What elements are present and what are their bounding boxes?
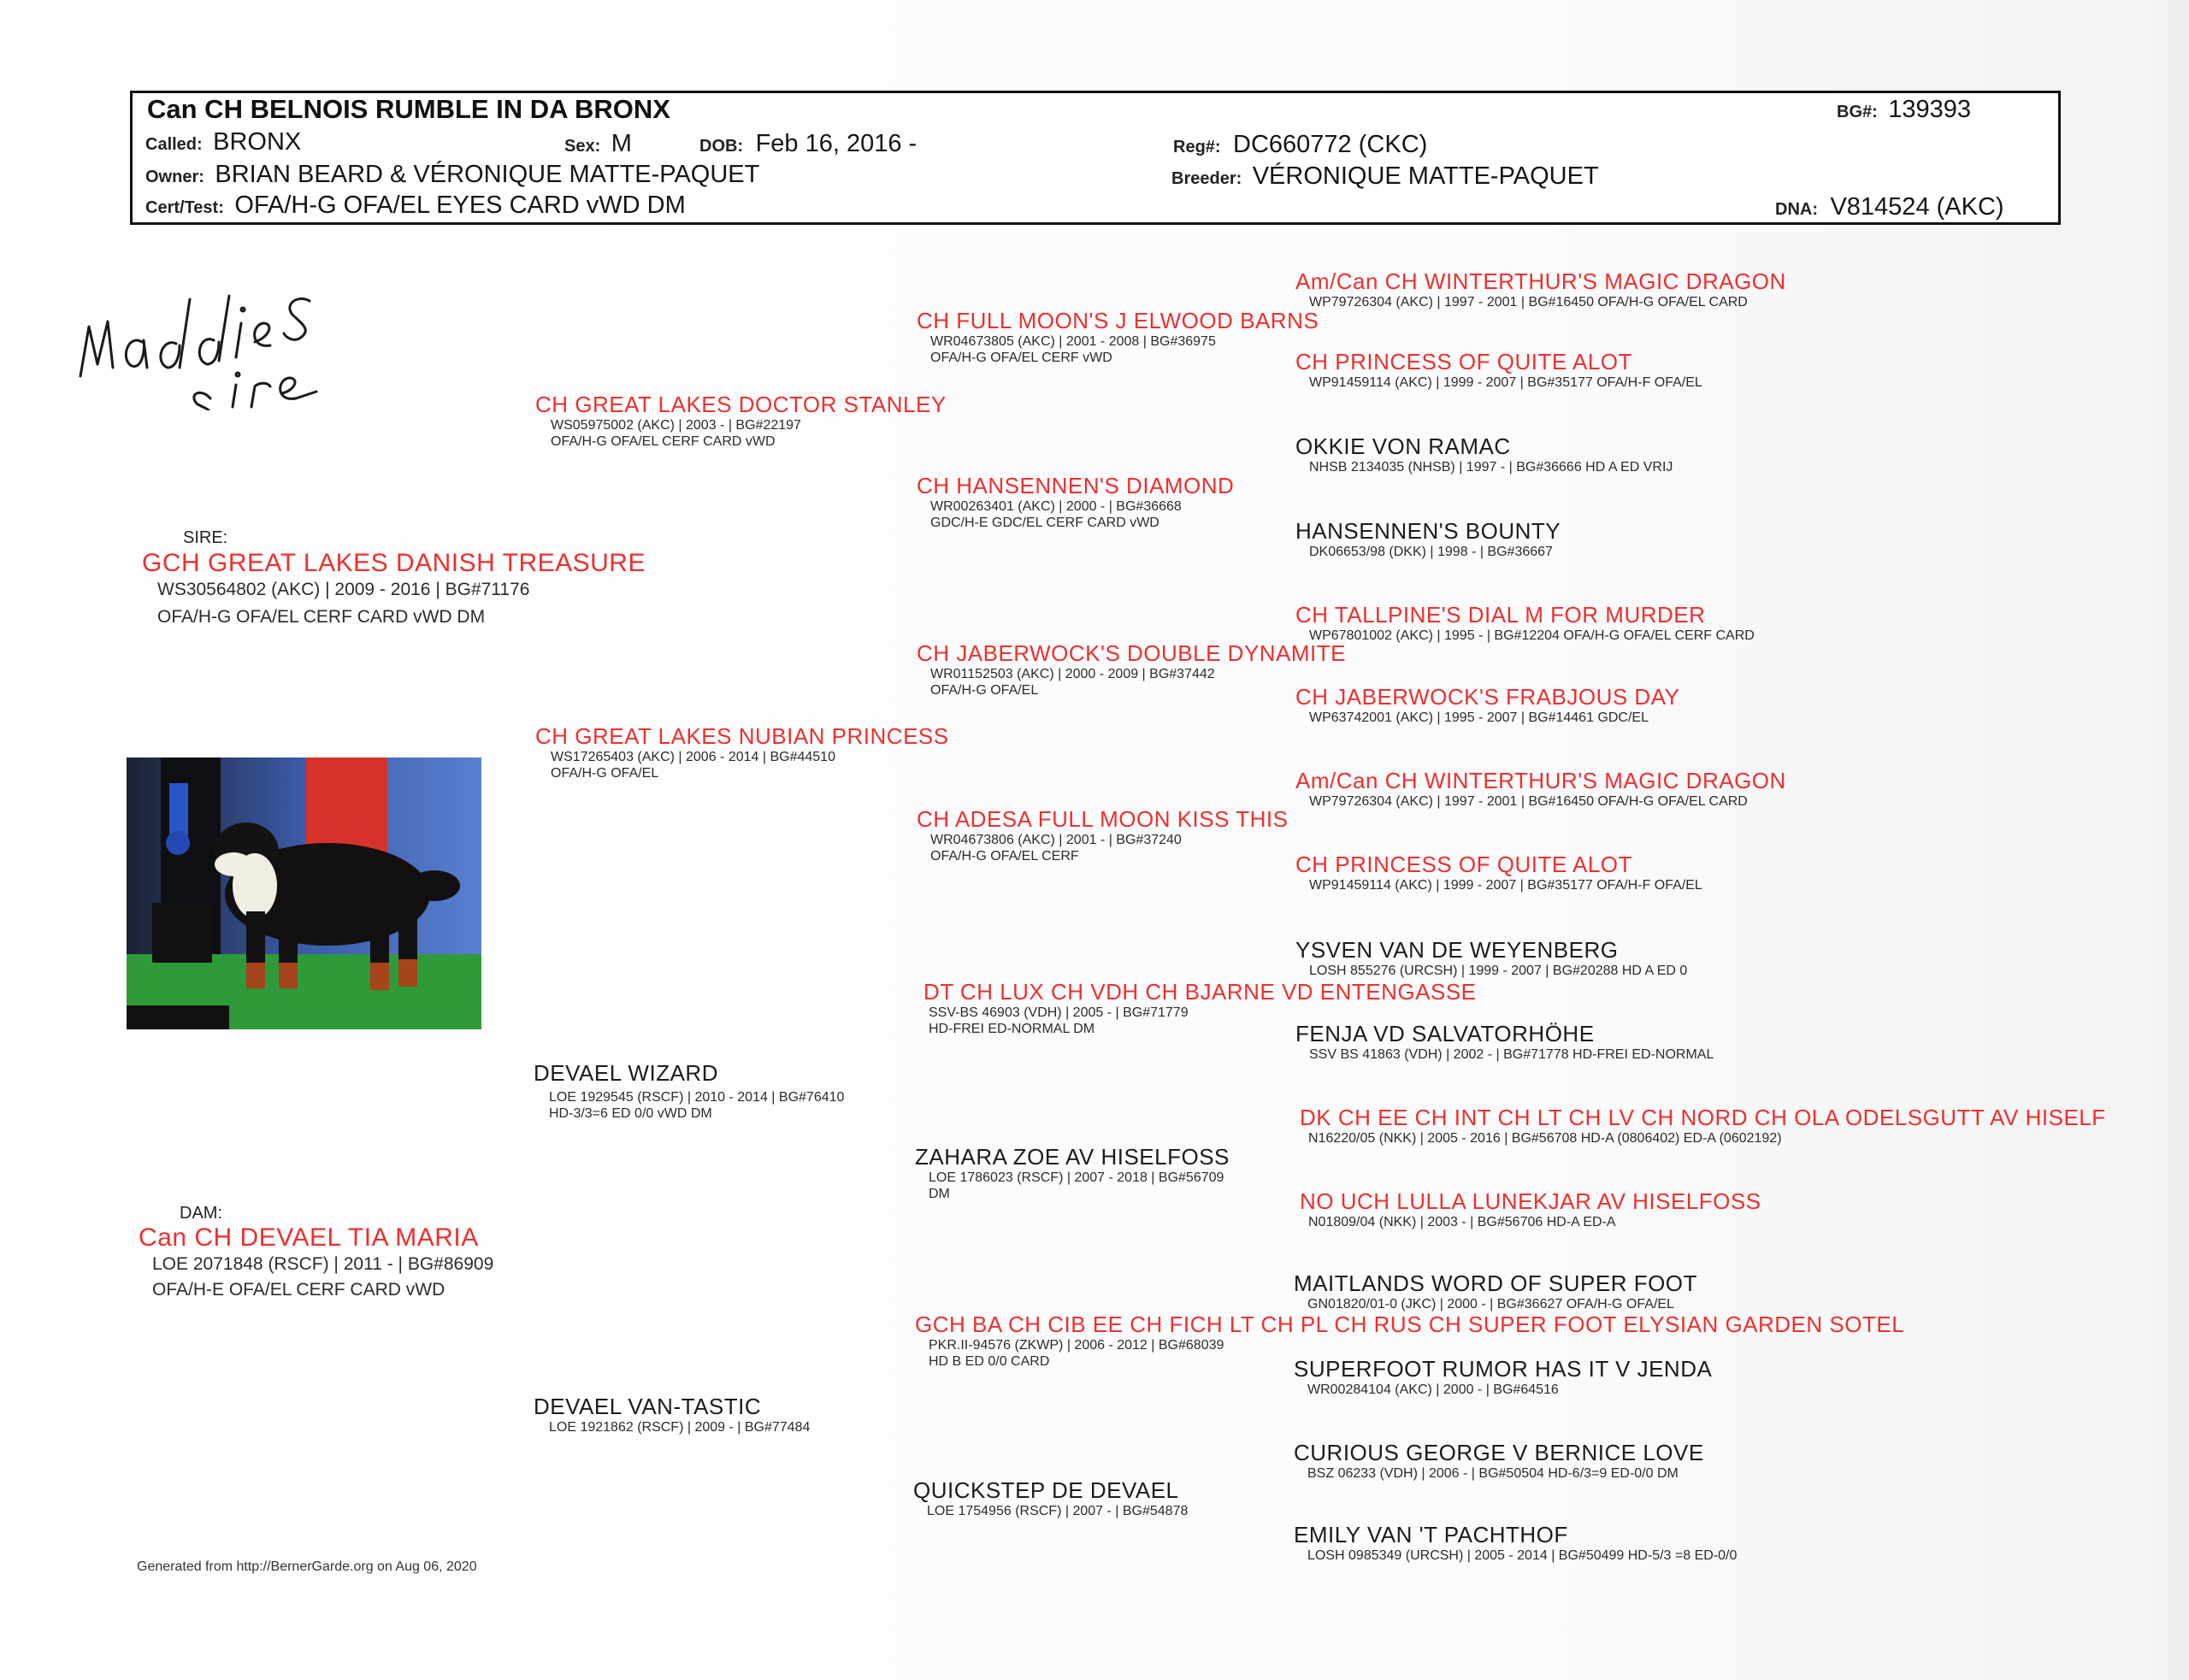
dam-role-label: DAM: — [180, 1204, 222, 1223]
great-grandparent-name: CH HANSENNEN'S DIAMOND — [917, 473, 1235, 498]
great-grandparent-name: CH JABERWOCK'S DOUBLE DYNAMITE — [917, 640, 1347, 666]
ancestor-name: CH TALLPINE'S DIAL M FOR MURDER — [1295, 602, 1706, 628]
great-grandparent-registration: WR01152503 (AKC) | 2000 - 2009 | BG#37442 — [930, 667, 1215, 681]
grandparent-health: OFA/H-G OFA/EL — [551, 766, 659, 781]
grandparent-name: CH GREAT LAKES NUBIAN PRINCESS — [535, 723, 949, 749]
handwritten-note-maddies-sire — [68, 248, 351, 410]
great-grandparent-entry — [913, 1477, 1188, 1519]
ancestor-detail: NHSB 2134035 (NHSB) | 1997 - | BG#36666 HD A ED VRIJ — [1309, 460, 1673, 475]
dob-value: Feb 16, 2016 - — [755, 130, 917, 157]
grandparent-entry — [534, 1394, 810, 1435]
ancestor-entry — [1295, 1021, 1714, 1063]
ancestor-detail: N16220/05 (NKK) | 2005 - 2016 | BG#56708 HD-A (0806402) ED-A (0602192) — [1308, 1131, 1782, 1146]
bg-value: 139393 — [1888, 96, 1972, 123]
sex-label: Sex: — [564, 137, 601, 156]
sire-name: GCH GREAT LAKES DANISH TREASURE — [142, 549, 646, 577]
cert-value: OFA/H-G OFA/EL EYES CARD vWD DM — [234, 192, 686, 219]
ancestor-detail: WP79726304 (AKC) | 1997 - 2001 | BG#16450 OFA/H-G OFA/EL CARD — [1309, 295, 1748, 309]
cert-label: Cert/Test: — [145, 198, 224, 217]
ancestor-name: CURIOUS GEORGE V BERNICE LOVE — [1294, 1440, 1704, 1465]
ancestor-entry — [1295, 349, 1702, 391]
dam-detail-health: OFA/H-E OFA/EL CERF CARD vWD — [152, 1280, 445, 1300]
called-field — [145, 128, 301, 156]
reg-value: DC660772 (CKC) — [1233, 131, 1428, 158]
ancestor-name: HANSENNEN'S BOUNTY — [1295, 518, 1561, 544]
ancestor-detail: WR00284104 (AKC) | 2000 - | BG#64516 — [1307, 1382, 1559, 1397]
great-grandparent-name: DT CH LUX CH VDH CH BJARNE VD ENTENGASSE — [923, 979, 1477, 1005]
great-grandparent-health: OFA/H-G OFA/EL — [930, 683, 1039, 698]
grandparent-entry — [535, 392, 947, 450]
grandparent-name: DEVAEL WIZARD — [534, 1060, 718, 1086]
ancestor-entry — [1295, 268, 1786, 310]
dna-value: V814524 (AKC) — [1830, 193, 2004, 221]
grandparent-registration: LOE 1921862 (RSCF) | 2009 - | BG#77484 — [549, 1420, 811, 1435]
breeder-label: Breeder: — [1171, 169, 1242, 188]
great-grandparent-health: OFA/H-G OFA/EL CERF — [930, 849, 1079, 864]
ancestor-name: NO UCH LULLA LUNEKJAR AV HISELFOSS — [1300, 1188, 1761, 1214]
dob-field — [699, 130, 917, 158]
grandparent-name: CH GREAT LAKES DOCTOR STANLEY — [535, 392, 947, 417]
reg-label: Reg#: — [1173, 138, 1221, 156]
breeder-value: VÉRONIQUE MATTE-PAQUET — [1252, 162, 1599, 190]
ancestor-name: SUPERFOOT RUMOR HAS IT V JENDA — [1294, 1356, 1713, 1382]
ancestor-entry — [1295, 937, 1687, 979]
sex-value: M — [611, 130, 632, 157]
grandparent-health: HD-3/3=6 ED 0/0 vWD DM — [549, 1106, 712, 1121]
owner-value: BRIAN BEARD & VÉRONIQUE MATTE-PAQUET — [215, 161, 760, 188]
great-grandparent-health: OFA/H-G OFA/EL CERF vWD — [930, 351, 1112, 365]
dna-field — [1775, 193, 2004, 221]
sire-detail-health: OFA/H-G OFA/EL CERF CARD vWD DM — [157, 607, 486, 627]
great-grandparent-name: ZAHARA ZOE AV HISELFOSS — [915, 1144, 1230, 1170]
ancestor-detail: WP67801002 (AKC) | 1995 - | BG#12204 OFA/H-G OFA/EL CERF CARD — [1309, 628, 1755, 643]
sire-detail-registration: WS30564802 (AKC) | 2009 - 2016 | BG#71176 — [157, 580, 530, 599]
owner-field — [145, 161, 759, 189]
great-grandparent-name: QUICKSTEP DE DEVAEL — [913, 1477, 1179, 1503]
cert-field — [145, 192, 686, 220]
great-grandparent-name: CH ADESA FULL MOON KISS THIS — [917, 806, 1289, 832]
breeder-field — [1171, 162, 1599, 191]
ancestor-entry — [1295, 433, 1673, 475]
great-grandparent-name: CH FULL MOON'S J ELWOOD BARNS — [917, 308, 1319, 333]
called-label: Called: — [145, 135, 203, 154]
sire-entry — [142, 548, 646, 628]
dam-entry — [139, 1223, 493, 1301]
called-value: BRONX — [213, 128, 302, 156]
dob-label: DOB: — [699, 137, 744, 156]
great-grandparent-health: DM — [929, 1187, 950, 1201]
ancestor-detail: LOSH 0985349 (URCSH) | 2005 - 2014 | BG#50499 HD-5/3 =8 ED-0/0 — [1307, 1548, 1738, 1563]
dog-photo — [127, 757, 481, 1029]
ancestor-name: Am/Can CH WINTERTHUR'S MAGIC DRAGON — [1295, 768, 1786, 793]
ancestor-name: FENJA VD SALVATORHÖHE — [1295, 1021, 1595, 1046]
great-grandparent-registration: WR00263401 (AKC) | 2000 - | BG#36668 — [930, 499, 1182, 514]
ancestor-entry — [1294, 1356, 1712, 1398]
ancestor-entry — [1295, 684, 1679, 726]
great-grandparent-registration: LOE 1754956 (RSCF) | 2007 - | BG#54878 — [927, 1504, 1189, 1518]
great-grandparent-health: GDC/H-E GDC/EL CERF CARD vWD — [930, 516, 1159, 530]
great-grandparent-entry — [917, 308, 1319, 366]
ancestor-entry — [1300, 1105, 2106, 1147]
ancestor-detail: LOSH 855276 (URCSH) | 1999 - 2007 | BG#20288 HD A ED 0 — [1309, 964, 1688, 978]
ancestor-entry — [1300, 1188, 1761, 1230]
ancestor-name: YSVEN VAN DE WEYENBERG — [1295, 937, 1619, 963]
ancestor-detail: N01809/04 (NKK) | 2003 - | BG#56706 HD-A ED-A — [1308, 1215, 1616, 1229]
great-grandparent-registration: SSV-BS 46903 (VDH) | 2005 - | BG#71779 — [929, 1005, 1189, 1020]
ancestor-name: CH JABERWOCK'S FRABJOUS DAY — [1295, 684, 1680, 710]
dna-label: DNA: — [1775, 200, 1818, 219]
ancestor-name: CH PRINCESS OF QUITE ALOT — [1295, 349, 1632, 374]
great-grandparent-entry — [917, 473, 1234, 531]
great-grandparent-health: HD-FREI ED-NORMAL DM — [929, 1022, 1095, 1036]
ancestor-detail: SSV BS 41863 (VDH) | 2002 - | BG#71778 HD-FREI ED-NORMAL — [1309, 1047, 1714, 1062]
bg-label: BG#: — [1837, 103, 1878, 121]
grandparent-entry — [534, 1060, 844, 1122]
bg-number — [1837, 96, 1971, 124]
ancestor-name: MAITLANDS WORD OF SUPER FOOT — [1294, 1270, 1697, 1296]
ancestor-detail: WP79726304 (AKC) | 1997 - 2001 | BG#16450 OFA/H-G OFA/EL CARD — [1309, 794, 1748, 809]
grandparent-registration: LOE 1929545 (RSCF) | 2010 - 2014 | BG#76410 — [549, 1090, 845, 1105]
ancestor-detail: BSZ 06233 (VDH) | 2006 - | BG#50504 HD-6/3=9 ED-0/0 DM — [1307, 1466, 1679, 1481]
ancestor-name: CH PRINCESS OF QUITE ALOT — [1295, 852, 1632, 877]
great-grandparent-registration: WR04673806 (AKC) | 2001 - | BG#37240 — [930, 833, 1182, 847]
page-edge — [2168, 0, 2189, 1680]
ancestor-detail: WP91459114 (AKC) | 1999 - 2007 | BG#35177 OFA/H-F OFA/EL — [1309, 878, 1702, 893]
ancestor-name: EMILY VAN 'T PACHTHOF — [1294, 1522, 1568, 1547]
great-grandparent-registration: LOE 1786023 (RSCF) | 2007 - 2018 | BG#56709 — [929, 1170, 1224, 1185]
reg-field — [1173, 131, 1427, 159]
dog-title: Can CH BELNOIS RUMBLE IN DA BRONX — [147, 94, 670, 124]
owner-label: Owner: — [145, 168, 204, 186]
great-grandparent-entry — [915, 1144, 1230, 1202]
grandparent-registration: WS05975002 (AKC) | 2003 - | BG#22197 — [551, 418, 801, 433]
grandparent-registration: WS17265403 (AKC) | 2006 - 2014 | BG#44510 — [551, 750, 835, 764]
ancestor-entry — [1294, 1522, 1737, 1564]
ancestor-detail: WP91459114 (AKC) | 1999 - 2007 | BG#35177 OFA/H-F OFA/EL — [1309, 375, 1702, 390]
grandparent-health: OFA/H-G OFA/EL CERF CARD vWD — [551, 434, 776, 449]
ancestor-name: OKKIE VON RAMAC — [1295, 433, 1511, 459]
grandparent-name: DEVAEL VAN-TASTIC — [534, 1394, 762, 1419]
great-grandparent-entry — [917, 640, 1346, 699]
dam-detail-registration: LOE 2071848 (RSCF) | 2011 - | BG#86909 — [152, 1254, 494, 1274]
ancestor-name: Am/Can CH WINTERTHUR'S MAGIC DRAGON — [1295, 268, 1786, 294]
ancestor-entry — [1295, 518, 1561, 560]
ancestor-entry — [1294, 1270, 1697, 1312]
generated-footer: Generated from http://BernerGarde.org on Aug 06, 2020 — [137, 1559, 477, 1574]
great-grandparent-health: HD B ED 0/0 CARD — [929, 1354, 1050, 1369]
ancestor-detail: DK06653/98 (DKK) | 1998 - | BG#36667 — [1309, 545, 1553, 559]
ancestor-detail: WP63742001 (AKC) | 1995 - 2007 | BG#14461 GDC/EL — [1309, 710, 1649, 725]
great-grandparent-registration: PKR.II-94576 (ZKWP) | 2006 - 2012 | BG#68039 — [929, 1338, 1224, 1353]
grandparent-entry — [535, 723, 949, 781]
sire-role-label: SIRE: — [183, 528, 228, 547]
great-grandparent-registration: WR04673805 (AKC) | 2001 - 2008 | BG#36975 — [930, 334, 1216, 349]
great-grandparent-name: GCH BA CH CIB EE CH FICH LT CH PL CH RUS CH SUPER FOOT ELYSIAN GARDEN SOTEL — [915, 1312, 1905, 1337]
ancestor-entry — [1295, 852, 1702, 893]
great-grandparent-entry — [917, 806, 1288, 864]
dam-name: Can CH DEVAEL TIA MARIA — [139, 1223, 479, 1252]
ancestor-name: DK CH EE CH INT CH LT CH LV CH NORD CH OLA ODELSGUTT AV HISELF — [1300, 1105, 2106, 1130]
ancestor-entry — [1295, 768, 1786, 810]
ancestor-entry — [1294, 1440, 1704, 1482]
ancestor-detail: GN01820/01-0 (JKC) | 2000 - | BG#36627 OFA/H-G OFA/EL — [1307, 1297, 1674, 1312]
ancestor-entry — [1295, 602, 1755, 644]
sex-field — [564, 130, 632, 158]
